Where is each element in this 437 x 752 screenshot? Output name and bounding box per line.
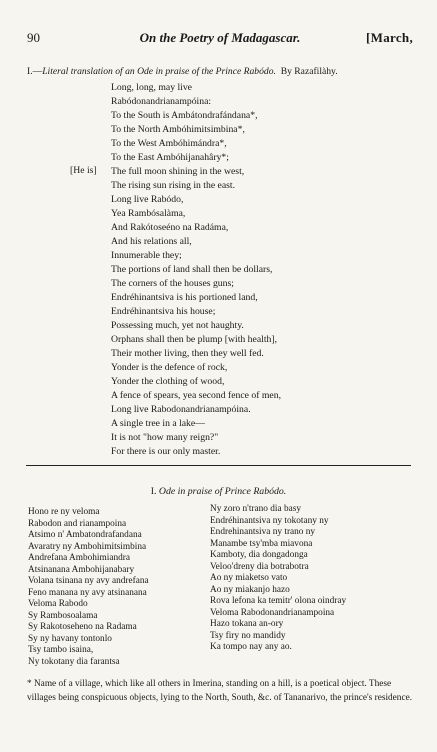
malagasy-column-left <box>28 507 149 668</box>
month-mark: [March, <box>366 30 413 45</box>
malagasy-line: Volana tsinana ny avy andrefana <box>28 576 149 586</box>
malagasy-line: Veloma Rabodo <box>28 599 88 609</box>
malagasy-line: Feno manana ny avy atsinanana <box>28 587 147 598</box>
section2-numeral: I. <box>150 486 157 497</box>
poem-line: Yonder is the defence of rock, <box>111 362 228 373</box>
malagasy-line: Rabodon and rianampoina <box>28 518 127 529</box>
malagasy-line: Avaratry ny Ambohimitsimbina <box>28 541 147 552</box>
he-is-marker: [He is] <box>70 165 97 176</box>
poem-line: Yonder the clothing of wood, <box>111 376 225 387</box>
poem-line: The corners of the houses guns; <box>111 278 234 289</box>
footnote <box>27 677 413 705</box>
malagasy-line: Hono re ny veloma <box>28 507 100 517</box>
malagasy-line: Tsy tambo isaina, <box>28 645 94 655</box>
malagasy-line: Sy Rakotoseheno na Radama <box>28 622 137 632</box>
footnote-text: * Name of a village, which like all others in Imerina, standing on a hill, is a poetical object. These villages being conspicuous objects, lying to the North, South, &c. of Tananarivo, the prince's residence. <box>27 679 413 703</box>
malagasy-line: Endrehinantsiva ny trano ny <box>210 527 316 537</box>
poem-line: A fence of spears, yea second fence of men, <box>111 390 281 401</box>
section-numeral: I.— <box>27 66 43 77</box>
malagasy-line: Hazo tokana an-ory <box>210 619 284 629</box>
section-heading-ode <box>0 486 437 497</box>
malagasy-line: Sy ny havany tontonlo <box>28 633 112 644</box>
poem-line: For there is our only master. <box>111 446 221 457</box>
poem-line: The rising sun rising in the east. <box>111 180 236 191</box>
poem-line: Long live Rabodonandrianampóina. <box>111 404 251 415</box>
poem-line: To the East Ambóhijanahâry*; <box>111 152 229 163</box>
running-title: On the Poetry of Madagascar. <box>139 30 301 45</box>
section-author: By Razafilàhy. <box>280 66 338 77</box>
malagasy-line: Manambe tsy'mba miavona <box>210 538 313 549</box>
malagasy-line: Rova lefona ka temitr' olona oindray <box>210 596 347 606</box>
malagasy-line: Ny tokotany dia farantsa <box>28 656 120 667</box>
poem-line: To the South is Ambátondrafándana*, <box>111 110 258 121</box>
page-number: 90 <box>27 30 40 45</box>
poem-line: Innumerable they; <box>111 250 182 261</box>
malagasy-line: Tsy firy no mandidy <box>210 630 286 641</box>
poem-line: Orphans shall then be plump [with health], <box>111 334 277 345</box>
malagasy-line: Ny zoro n'trano dia basy <box>210 504 302 514</box>
poem-line: Rabódonandrianampóina: <box>111 96 212 107</box>
malagasy-line: Ka tompo nay any ao. <box>210 642 292 652</box>
malagasy-line: Ao ny miaketso vato <box>210 573 288 583</box>
poem-line: It is not "how many reign?" <box>111 432 219 443</box>
section-caption: Literal translation of an Ode in praise of the Prince Rabódo. <box>42 66 276 77</box>
section-heading-literal <box>27 66 419 77</box>
poem-line: To the West Ambóhimándra*, <box>111 138 227 149</box>
poem-line: Endréhinantsiva his house; <box>111 306 216 317</box>
poem-line: The portions of land shall then be dollars, <box>111 264 273 275</box>
poem-line: Their mother living, then they well fed. <box>111 348 264 359</box>
poem-line: Long, long, may live <box>111 82 192 93</box>
poem-line: The full moon shining in the west, <box>111 166 245 177</box>
poem-line: Yea Rambósalàma, <box>111 208 186 219</box>
running-header <box>27 30 413 46</box>
poem-line: Endréhinantsiva is his portioned land, <box>111 292 258 303</box>
malagasy-line: Sy Rambosoalama <box>28 610 98 621</box>
section2-caption: Ode in praise of Prince Rabódo. <box>158 486 287 497</box>
malagasy-line: Ao ny miakanjo hazo <box>210 584 290 595</box>
poem-line: Possessing much, yet not haughty. <box>111 320 244 331</box>
malagasy-line: Atsimo n' Ambatondrafandana <box>28 530 142 540</box>
poem-line: And his relations all, <box>111 236 192 247</box>
poem-line: To the North Ambóhimitsimbina*, <box>111 124 245 135</box>
malagasy-line: Veloma Rabodonandrianampoina <box>210 607 335 618</box>
malagasy-line: Atsinanana Ambohijanabary <box>28 564 135 575</box>
poem-line: A single tree in a lake— <box>111 418 205 429</box>
section-divider <box>26 465 411 466</box>
malagasy-line: Veloo'dreny dia botrabotra <box>210 561 309 572</box>
malagasy-column-right <box>210 504 346 654</box>
malagasy-line: Kamboty, dia dongadonga <box>210 550 308 560</box>
malagasy-line: Andrefana Ambohimiandra <box>28 553 130 563</box>
poem-line: And Rakótoseéno na Radáma, <box>111 222 229 233</box>
poem-line: Long live Rabódo, <box>111 194 184 205</box>
malagasy-line: Endréhinantsiva ny tokotany ny <box>210 515 329 526</box>
